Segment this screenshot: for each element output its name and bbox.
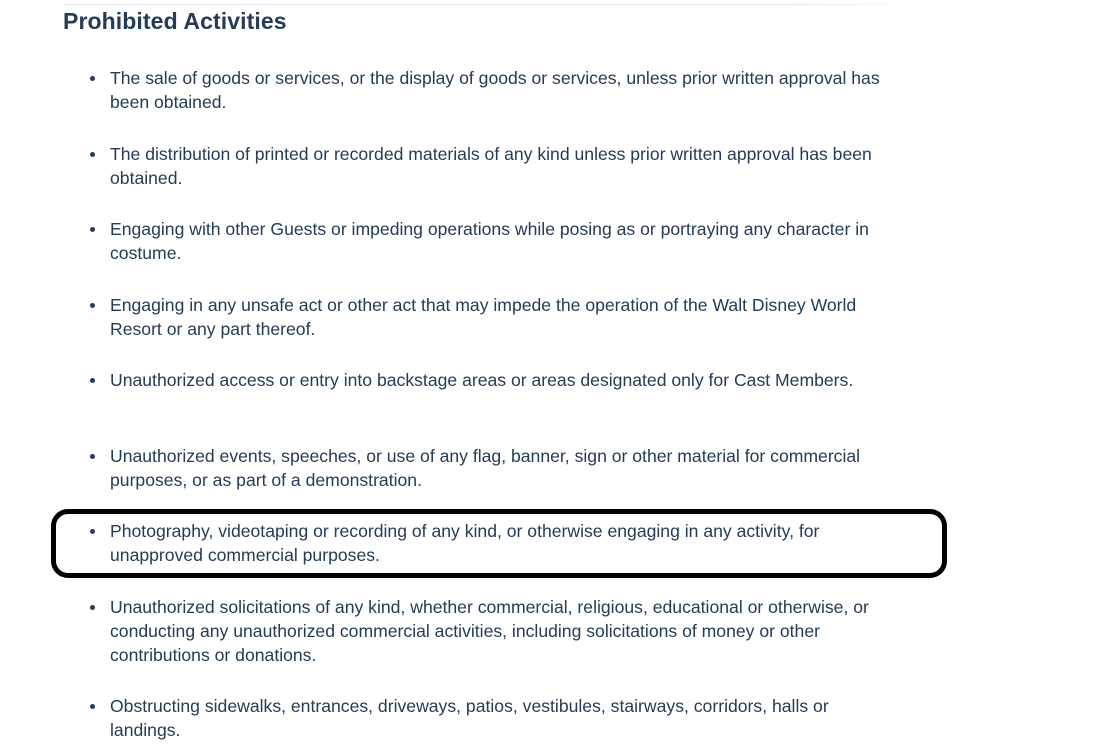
list-item-text: Unauthorized solicitations of any kind, whether commercial, religious, educational or otherwise, or conducting any unauthorized commercial activities, including solicitations of money or other contributions or donations.	[110, 597, 869, 665]
list-item	[110, 444, 900, 492]
list-item	[110, 595, 900, 667]
list-item-text: Photography, videotaping or recording of any kind, or otherwise engaging in any activity, for unapproved commercial purposes.	[110, 521, 820, 565]
list-item-text: Engaging with other Guests or impeding operations while posing as or portraying any character in costume.	[110, 219, 869, 263]
list-item	[110, 368, 900, 392]
bullet-icon	[90, 454, 95, 459]
top-divider	[63, 4, 913, 5]
bullet-icon	[90, 152, 95, 157]
list-item-text: The sale of goods or services, or the display of goods or services, unless prior written approval has been obtained.	[110, 68, 880, 112]
list-item	[110, 66, 900, 114]
list-item-text: Engaging in any unsafe act or other act that may impede the operation of the Walt Disney World Resort or any part thereof.	[110, 295, 857, 339]
list-item-text: The distribution of printed or recorded materials of any kind unless prior written approval has been obtained.	[110, 144, 872, 188]
list-item-text: Unauthorized access or entry into backstage areas or areas designated only for Cast Members.	[110, 370, 854, 390]
section-title: Prohibited Activities	[63, 8, 287, 34]
bullet-icon	[90, 378, 95, 383]
bullet-icon	[90, 704, 95, 709]
list-item-text: Unauthorized events, speeches, or use of any flag, banner, sign or other material for commercial purposes, or as part of a demonstration.	[110, 446, 861, 490]
list-item-text: Obstructing sidewalks, entrances, driveways, patios, vestibules, stairways, corridors, halls or landings.	[110, 696, 829, 740]
highlight-annotation-box	[51, 509, 947, 578]
bullet-icon	[90, 76, 95, 81]
bullet-icon	[90, 605, 95, 610]
list-item	[110, 293, 900, 341]
list-item	[110, 694, 900, 742]
list-item	[110, 217, 900, 265]
list-item	[110, 142, 900, 190]
bullet-icon	[90, 227, 95, 232]
bullet-icon	[90, 303, 95, 308]
